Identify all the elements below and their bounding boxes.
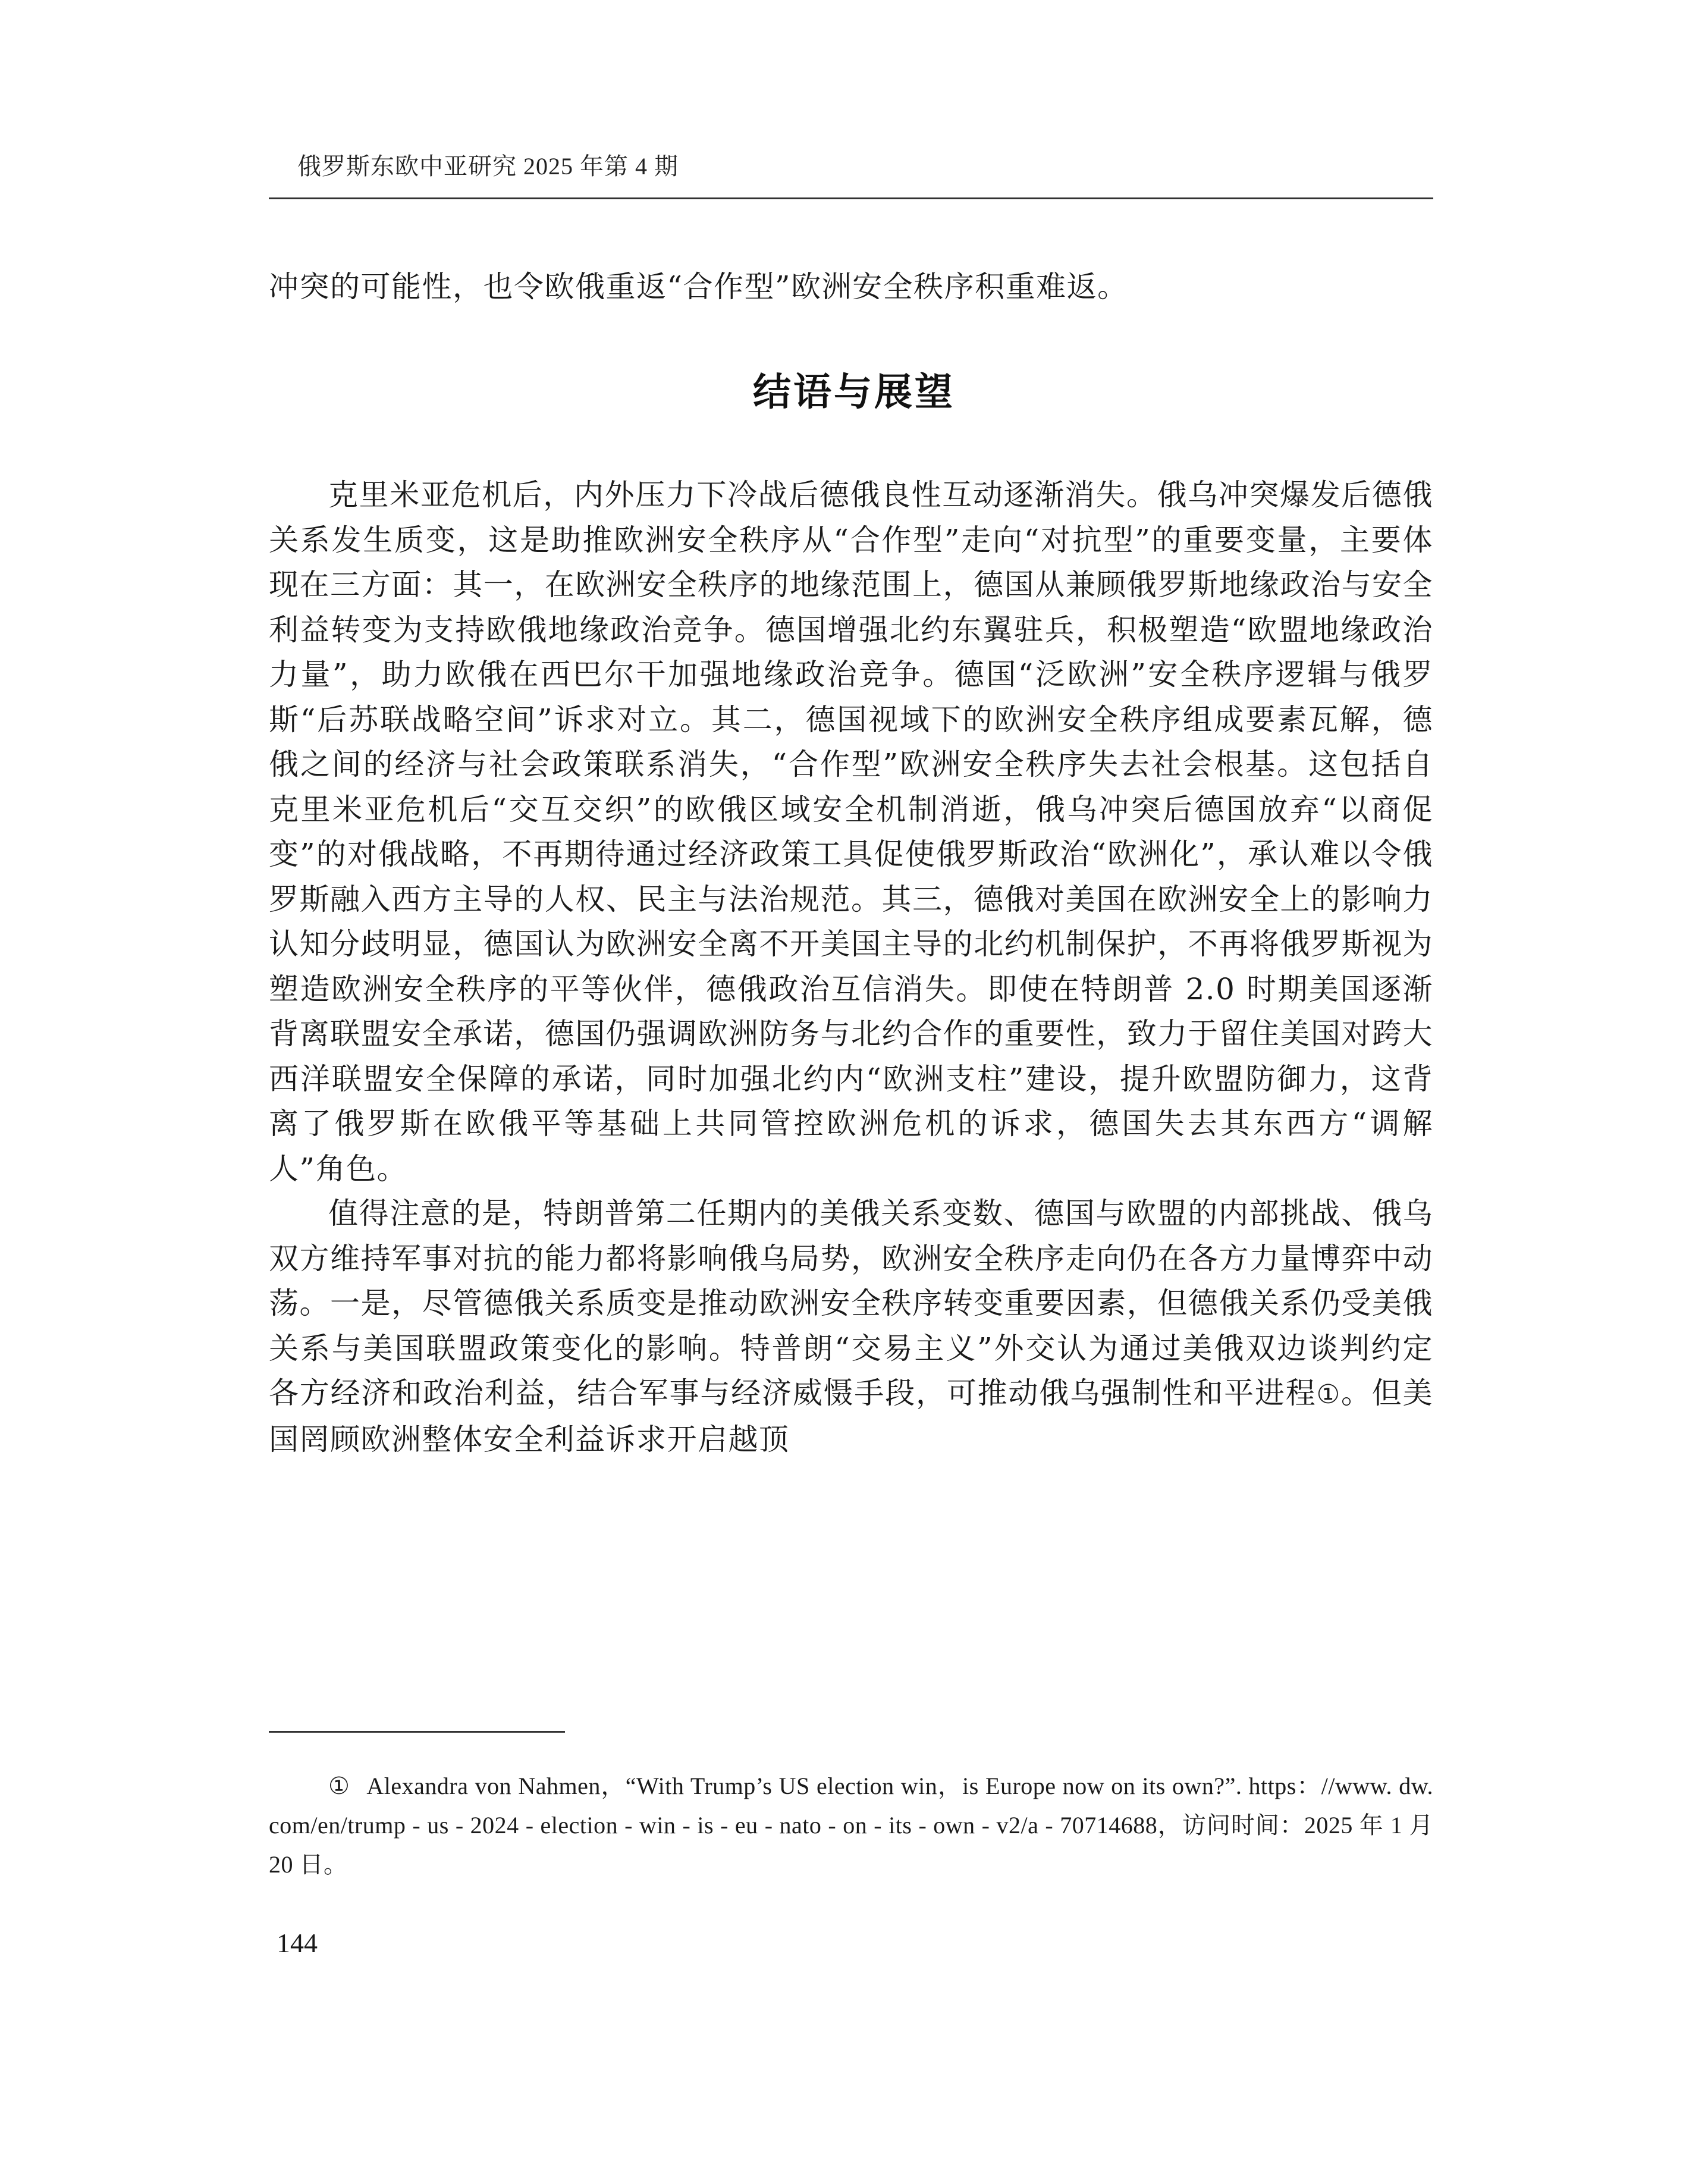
paragraph-1: 克里米亚危机后，内外压力下冷战后德俄良性互动逐渐消失。俄乌冲突爆发后德俄关系发生质变，这是助推欧洲安全秩序从“合作型”走向“对抗型”的重要变量，主要体现在三方面：其一，在欧洲安全秩序的地缘范围上，德国从兼顾俄罗斯地缘政治与安全利益转变为支持欧俄地缘政治竞争。德国增强北约东翼驻兵，积极塑造“欧盟地缘政治力量”，助力欧俄在西巴尔干加强地缘政治竞争。德国“泛欧洲”安全秩序逻辑与俄罗斯“后苏联战略空间”诉求对立。其二，德国视域下的欧洲安全秩序组成要素瓦解，德俄之间的经济与社会政策联系消失，“合作型”欧洲安全秩序失去社会根基。这包括自克里米亚危机后“交互交织”的欧俄区域安全机制消逝，俄乌冲突后德国放弃“以商促变”的对俄战略，不再期待通过经济政策工具促使俄罗斯政治“欧洲化”，承认难以令俄罗斯融入西方主导的人权、民主与法治规范。其三，德俄对美国在欧洲安全上的影响力认知分歧明显，德国认为欧洲安全离不开美国主导的北约机制保护，不再将俄罗斯视为塑造欧洲安全秩序的平等伙伴，德俄政治互信消失。即使在特朗普 2.0 时期美国逐渐背离联盟安全承诺，德国仍强调欧洲防务与北约合作的重要性，致力于留住美国对跨大西洋联盟安全保障的承诺，同时加强北约内“欧洲支柱”建设，提升欧盟防御力，这背离了俄罗斯在欧俄平等基础上共同管控欧洲危机的诉求，德国失去其东西方“调解人”角色。 bbox=[269, 478, 1433, 1186]
header-rule bbox=[269, 197, 1433, 199]
paragraph-2 bbox=[269, 1191, 1433, 1462]
page-number: 144 bbox=[277, 1928, 318, 1958]
paragraph-2-text: 值得注意的是，特朗普第二任期内的美俄关系变数、德国与欧盟的内部挑战、俄乌双方维持军事对抗的能力都将影响俄乌局势，欧洲安全秩序走向仍在各方力量博弈中动荡。一是，尽管德俄关系质变是推动欧洲安全秩序转变重要因素，但德俄关系仍受美俄关系与美国联盟政策变化的影响。特普朗“交易主义”外交认为通过美俄双边谈判约定各方经济和政治利益，结合军事与经济威慑手段，可推动俄乌强制性和平进程 bbox=[269, 1196, 1433, 1410]
running-head: 俄罗斯东欧中亚研究 2025 年第 4 期 bbox=[297, 153, 679, 180]
footnote-rule bbox=[269, 1731, 565, 1733]
footnote-text: Alexandra von Nahmen，“With Trump’s US election win，is Europe now on its own?”. https：//www. dw. com/en/trump - us - 2024 - election - win - is - eu - nato - on - its - own - v2/a - 70714688，访问时间：2025 年 1 月 20 日。 bbox=[269, 1773, 1433, 1878]
footnote-number: ① bbox=[328, 1773, 350, 1799]
paragraph-2-tail: 。但美国罔顾欧洲整体安全利益诉求开启越顶 bbox=[269, 1376, 1433, 1457]
footnote-1 bbox=[269, 1767, 1433, 1884]
section-title: 结语与展望 bbox=[753, 371, 955, 415]
continuation-line: 冲突的可能性，也令欧俄重返“合作型”欧洲安全秩序积重难返。 bbox=[269, 269, 1128, 304]
footnote-reference[interactable]: ① bbox=[1316, 1379, 1341, 1410]
body-paragraphs bbox=[269, 473, 1433, 1462]
